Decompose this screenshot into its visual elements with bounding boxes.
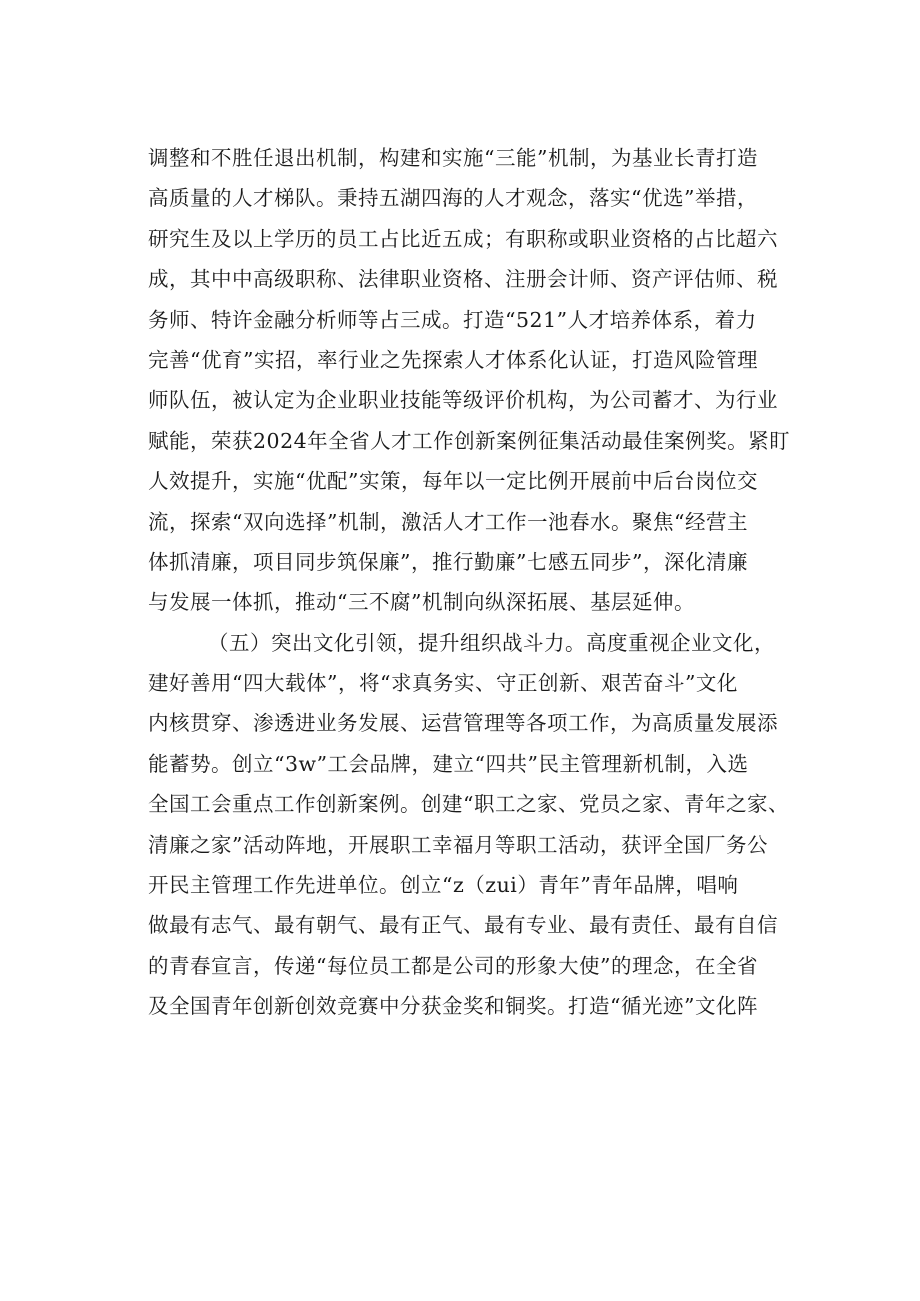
text-line: 赋能，荣获2024年全省人才工作创新案例征集活动最佳案例奖。紧盯 [148,428,791,453]
text-line: 师队伍，被认定为企业职业技能等级评价机构，为公司蓄才、为行业 [148,388,778,413]
text-line: 与发展一体抓，推动“三不腐”机制向纵深拓展、基层延伸。 [148,590,695,615]
text-line: 开民主管理工作先进单位。创立“z（zui）青年”青年品牌，唱响 [148,873,739,898]
text-line: 流，探索“双向选择”机制，激活人才工作一池春水。聚焦“经营主 [148,509,748,534]
text-line: 体抓清廉，项目同步筑保廉”，推行勤廉”七感五同步”，深化清廉 [148,549,748,574]
text-line: 研究生及以上学历的员工占比近五成；有职称或职业资格的占比超六 [148,226,778,251]
text-line: 务师、特许金融分析师等占三成。打造“521”人才培养体系，着力 [148,307,757,332]
text-line: 成，其中中高级职称、法律职业资格、注册会计师、资产评估师、税 [148,267,778,292]
text-line: 能蓄势。创立“3w”工会品牌，建立“四共”民主管理新机制，入选 [148,751,749,776]
text-line: 调整和不胜任退出机制，构建和实施“三能”机制，为基业长青打造 [148,146,758,170]
text-line: 清廉之家”活动阵地，开展职工幸福月等职工活动，获评全国厂务公 [148,832,768,857]
text-line: 人效提升，实施“优配”实策，每年以一定比例开展前中后台岗位交 [148,469,758,494]
text-line: 及全国青年创新创效竞赛中分获金奖和铜奖。打造“循光迹”文化阵 [148,994,758,1019]
text-line: 建好善用“四大载体”，将“求真务实、守正创新、艰苦奋斗”文化 [148,671,738,696]
text-line: 高质量的人才梯队。秉持五湖四海的人才观念，落实“优选”举措， [148,186,758,211]
text-line: 内核贯穿、渗透进业务发展、运营管理等各项工作，为高质量发展添 [148,711,778,736]
text-line: 的青春宣言，传递“每位员工都是公司的形象大使”的理念，在全省 [148,953,758,978]
document-body [148,138,828,1027]
section-heading-line: （五）突出文化引领，提升组织战斗力。高度重视企业文化， [208,630,775,655]
text-line: 完善“优育”实招，率行业之先探索人才体系化认证，打造风险管理 [148,347,758,372]
text-line: 做最有志气、最有朝气、最有正气、最有专业、最有责任、最有自信 [148,913,778,938]
text-line: 全国工会重点工作创新案例。创建“职工之家、党员之家、青年之家、 [148,792,789,817]
